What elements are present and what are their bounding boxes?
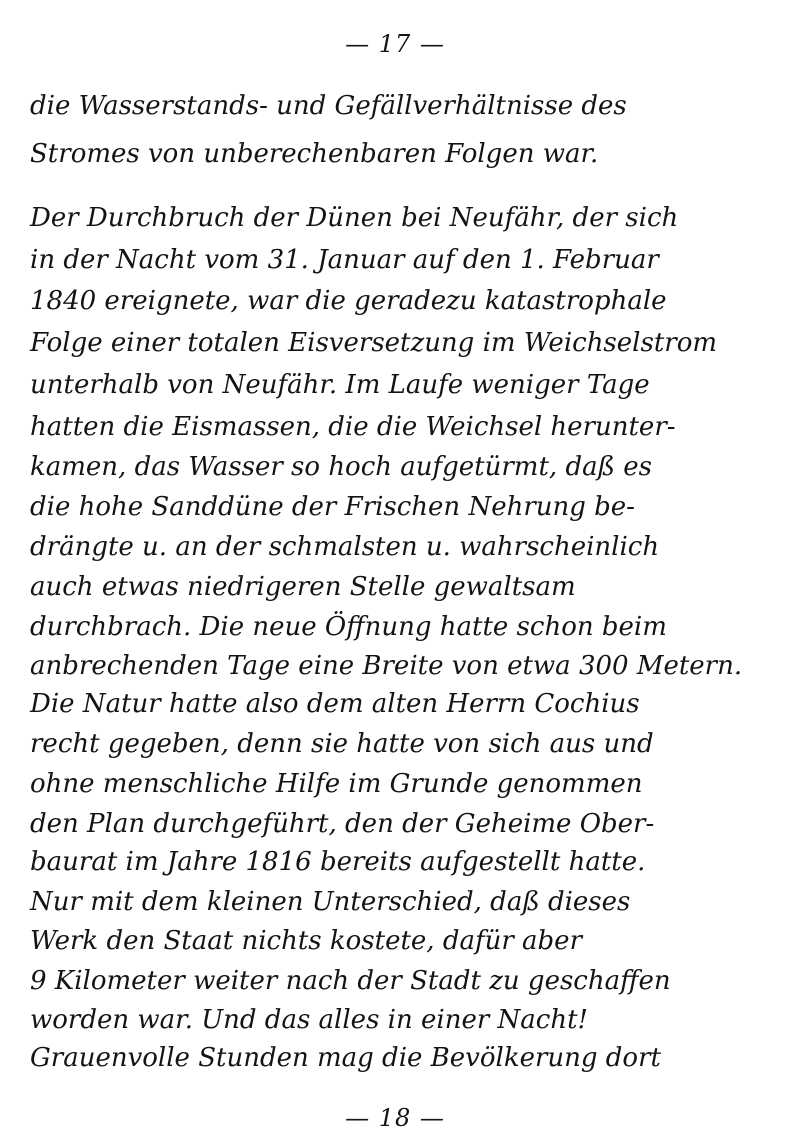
text-line: Die Natur hatte also dem alten Herrn Cochius	[30, 689, 640, 719]
text-line: die hohe Sanddüne der Frischen Nehrung be-	[30, 492, 635, 522]
text-line: kamen, das Wasser so hoch aufgetürmt, daß es	[30, 452, 652, 482]
text-line: auch etwas niedrigeren Stelle gewaltsam	[30, 572, 576, 602]
text-line: in der Nacht vom 31. Januar auf den 1. Februar	[30, 245, 659, 275]
text-line: recht gegeben, denn sie hatte von sich aus und	[30, 729, 654, 759]
text-line: 9 Kilometer weiter nach der Stadt zu geschaffen	[30, 966, 671, 996]
page-number-bottom: — 18 —	[345, 1104, 445, 1132]
text-line: durchbrach. Die neue Öffnung hatte schon beim	[30, 612, 667, 642]
page-number-top: — 17 —	[345, 30, 445, 58]
text-line: Grauenvolle Stunden mag die Bevölkerung dort	[30, 1043, 661, 1073]
text-line: unterhalb von Neufähr. Im Laufe weniger Tage	[30, 370, 650, 400]
text-line: 1840 ereignete, war die geradezu katastrophale	[30, 286, 667, 316]
text-line: Stromes von unberechenbaren Folgen war.	[30, 139, 599, 169]
text-line: Folge einer totalen Eisversetzung im Weichselstrom	[30, 328, 718, 358]
text-line: hatten die Eismassen, die die Weichsel herunter-	[30, 412, 676, 442]
text-line: anbrechenden Tage eine Breite von etwa 300 Metern.	[30, 651, 743, 681]
text-line: Nur mit dem kleinen Unterschied, daß dieses	[30, 887, 631, 917]
text-line: Der Durchbruch der Dünen bei Neufähr, der sich	[30, 203, 679, 233]
text-line: den Plan durchgeführt, den der Geheime Ober-	[30, 809, 655, 839]
text-line: worden war. Und das alles in einer Nacht!	[30, 1005, 588, 1035]
text-line: drängte u. an der schmalsten u. wahrscheinlich	[30, 532, 660, 562]
text-line: Werk den Staat nichts kostete, dafür aber	[30, 926, 582, 956]
text-line: die Wasserstands- und Gefällverhältnisse des	[30, 91, 627, 121]
text-line: ohne menschliche Hilfe im Grunde genommen	[30, 769, 643, 799]
text-line: baurat im Jahre 1816 bereits aufgestellt hatte.	[30, 847, 646, 877]
